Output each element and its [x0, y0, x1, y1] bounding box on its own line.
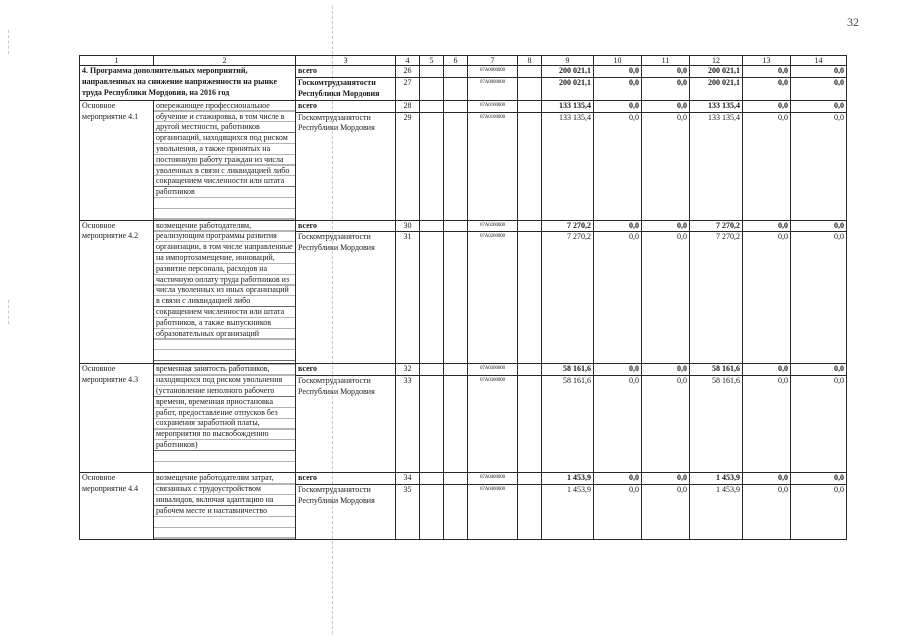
empty-cell	[444, 66, 468, 78]
empty-cell	[420, 77, 444, 100]
value-col9: 200 021,1	[542, 66, 594, 78]
empty-cell	[518, 100, 542, 112]
funding-source: Госкомтрудзанятости Республики Мордовия	[296, 232, 396, 364]
funding-source: всего	[296, 364, 396, 376]
value-col10: 0,0	[594, 364, 642, 376]
empty-cell	[420, 232, 444, 364]
empty-cell	[444, 112, 468, 220]
empty-cell	[420, 364, 444, 376]
value-col11: 0,0	[642, 232, 690, 364]
funding-source: всего	[296, 473, 396, 485]
column-number: 13	[743, 56, 791, 66]
value-col14: 0,0	[791, 100, 847, 112]
table-row	[80, 473, 847, 485]
value-col12: 200 021,1	[690, 66, 743, 78]
empty-cell	[444, 220, 468, 232]
row-number: 35	[396, 484, 420, 539]
value-col10: 0,0	[594, 220, 642, 232]
value-col14: 0,0	[791, 484, 847, 539]
value-col10: 0,0	[594, 66, 642, 78]
table-row	[80, 220, 847, 232]
page-number: 32	[847, 15, 859, 29]
value-col14: 0,0	[791, 77, 847, 100]
value-col14: 0,0	[791, 364, 847, 376]
value-col13: 0,0	[743, 376, 791, 473]
value-col9: 200 021,1	[542, 77, 594, 100]
fold-mark	[8, 300, 9, 324]
empty-cell	[444, 232, 468, 364]
funding-source: всего	[296, 100, 396, 112]
empty-cell	[420, 484, 444, 539]
column-number: 3	[296, 56, 396, 66]
funding-source: Госкомтрудзанятости Республики Мордовия	[296, 484, 396, 539]
activity-description: временная занятость работников, находящихся под риском увольнения (установление неполного рабочего времени, временная приостановка работ, предоставление отпусков без сохранения заработной платы, мероприятия по высвобождению работников)	[154, 364, 296, 473]
budget-code: 07А0200000	[468, 232, 518, 364]
value-col12: 58 161,6	[690, 364, 743, 376]
empty-cell	[444, 484, 468, 539]
column-number: 2	[154, 56, 296, 66]
empty-cell	[420, 376, 444, 473]
value-col10: 0,0	[594, 112, 642, 220]
value-col10: 0,0	[594, 484, 642, 539]
column-number: 1	[80, 56, 154, 66]
column-number: 6	[444, 56, 468, 66]
column-number: 11	[642, 56, 690, 66]
empty-cell	[518, 232, 542, 364]
value-col14: 0,0	[791, 376, 847, 473]
empty-cell	[420, 112, 444, 220]
value-col9: 58 161,6	[542, 364, 594, 376]
empty-cell	[518, 77, 542, 100]
activity-label: Основное мероприятие 4.3	[80, 364, 154, 473]
value-col14: 0,0	[791, 220, 847, 232]
empty-cell	[518, 364, 542, 376]
row-number: 27	[396, 77, 420, 100]
column-number: 10	[594, 56, 642, 66]
column-number: 5	[420, 56, 444, 66]
funding-source: всего	[296, 220, 396, 232]
budget-table	[79, 55, 847, 540]
value-col10: 0,0	[594, 473, 642, 485]
value-col11: 0,0	[642, 100, 690, 112]
funding-source: всего	[296, 66, 396, 78]
value-col12: 1 453,9	[690, 473, 743, 485]
value-col11: 0,0	[642, 473, 690, 485]
value-col9: 133 135,4	[542, 112, 594, 220]
activity-description: возмещение работодателям затрат, связанных с трудоустройством инвалидов, включая адаптацию на рабочем месте и наставничество	[154, 473, 296, 540]
value-col13: 0,0	[743, 364, 791, 376]
empty-cell	[444, 473, 468, 485]
value-col12: 133 135,4	[690, 112, 743, 220]
value-col13: 0,0	[743, 100, 791, 112]
column-number: 7	[468, 56, 518, 66]
row-number: 28	[396, 100, 420, 112]
row-number: 33	[396, 376, 420, 473]
value-col14: 0,0	[791, 232, 847, 364]
empty-cell	[444, 364, 468, 376]
value-col12: 200 021,1	[690, 77, 743, 100]
column-number: 4	[396, 56, 420, 66]
value-col13: 0,0	[743, 112, 791, 220]
empty-cell	[518, 66, 542, 78]
budget-code: 07А0300000	[468, 376, 518, 473]
value-col9: 58 161,6	[542, 376, 594, 473]
row-number: 29	[396, 112, 420, 220]
empty-cell	[420, 100, 444, 112]
activity-description: опережающее профессиональное обучение и стажировка, в том числе в другой местности, работников организаций, находящихся под риском увольнения, а также принятых на постоянную работу граждан из числа уволенных в связи с ликвидацией либо сокращением численности или штата работников	[154, 100, 296, 220]
activity-label: Основное мероприятие 4.4	[80, 473, 154, 540]
funding-source: Госкомтрудзанятости Республики Мордовия	[296, 376, 396, 473]
value-col9: 133 135,4	[542, 100, 594, 112]
value-col13: 0,0	[743, 66, 791, 78]
budget-code: 07А0100000	[468, 112, 518, 220]
value-col11: 0,0	[642, 66, 690, 78]
value-col13: 0,0	[743, 484, 791, 539]
value-col13: 0,0	[743, 77, 791, 100]
activity-label: Основное мероприятие 4.2	[80, 220, 154, 364]
fold-mark	[8, 30, 9, 54]
value-col10: 0,0	[594, 100, 642, 112]
budget-code: 07А0000000	[468, 77, 518, 100]
empty-cell	[518, 473, 542, 485]
empty-cell	[518, 112, 542, 220]
activity-label: Основное мероприятие 4.1	[80, 100, 154, 220]
table-row	[80, 364, 847, 376]
value-col9: 1 453,9	[542, 473, 594, 485]
value-col11: 0,0	[642, 220, 690, 232]
value-col11: 0,0	[642, 364, 690, 376]
value-col13: 0,0	[743, 232, 791, 364]
column-number: 14	[791, 56, 847, 66]
budget-code: 07А0100000	[468, 100, 518, 112]
value-col14: 0,0	[791, 473, 847, 485]
column-number: 8	[518, 56, 542, 66]
row-number: 30	[396, 220, 420, 232]
table-row	[80, 100, 847, 112]
empty-cell	[518, 220, 542, 232]
value-col12: 133 135,4	[690, 100, 743, 112]
empty-cell	[420, 473, 444, 485]
empty-cell	[518, 484, 542, 539]
value-col12: 58 161,6	[690, 376, 743, 473]
column-number: 9	[542, 56, 594, 66]
budget-code: 07А0400000	[468, 473, 518, 485]
value-col12: 1 453,9	[690, 484, 743, 539]
empty-cell	[420, 220, 444, 232]
row-number: 34	[396, 473, 420, 485]
value-col9: 7 270,2	[542, 220, 594, 232]
value-col13: 0,0	[743, 220, 791, 232]
value-col9: 1 453,9	[542, 484, 594, 539]
budget-code: 07А0000000	[468, 66, 518, 78]
value-col14: 0,0	[791, 112, 847, 220]
value-col11: 0,0	[642, 376, 690, 473]
row-number: 31	[396, 232, 420, 364]
empty-cell	[444, 77, 468, 100]
program-title: 4. Программа дополнительных мероприятий, направленных на снижение напряженности на рынке труда Республики Мордовия, на 2016 год	[80, 66, 296, 101]
value-col10: 0,0	[594, 232, 642, 364]
value-col11: 0,0	[642, 484, 690, 539]
value-col9: 7 270,2	[542, 232, 594, 364]
table-row	[80, 66, 847, 78]
funding-source: Госкомтрудзанятости Республики Мордовия	[296, 77, 396, 100]
funding-source: Госкомтрудзанятости Республики Мордовия	[296, 112, 396, 220]
empty-cell	[444, 376, 468, 473]
value-col12: 7 270,2	[690, 220, 743, 232]
value-col11: 0,0	[642, 77, 690, 100]
value-col14: 0,0	[791, 66, 847, 78]
budget-code: 07А0200000	[468, 220, 518, 232]
empty-cell	[444, 100, 468, 112]
budget-code: 07А0400000	[468, 484, 518, 539]
row-number: 26	[396, 66, 420, 78]
value-col12: 7 270,2	[690, 232, 743, 364]
value-col10: 0,0	[594, 77, 642, 100]
row-number: 32	[396, 364, 420, 376]
empty-cell	[420, 66, 444, 78]
budget-code: 07А0300000	[468, 364, 518, 376]
value-col11: 0,0	[642, 112, 690, 220]
column-number-row	[80, 56, 847, 66]
activity-description: возмещение работодателям, реализующим программы развития организации, в том числе направленные на импортозамещение, инноваций, развитие персонала, расходов на частичную оплату труда работников из числа уволенных из иных организаций в связи с ликвидацией либо сокращением численности или штата работников, а также выпускников образовательных организаций	[154, 220, 296, 364]
value-col10: 0,0	[594, 376, 642, 473]
value-col13: 0,0	[743, 473, 791, 485]
empty-cell	[518, 376, 542, 473]
column-number: 12	[690, 56, 743, 66]
